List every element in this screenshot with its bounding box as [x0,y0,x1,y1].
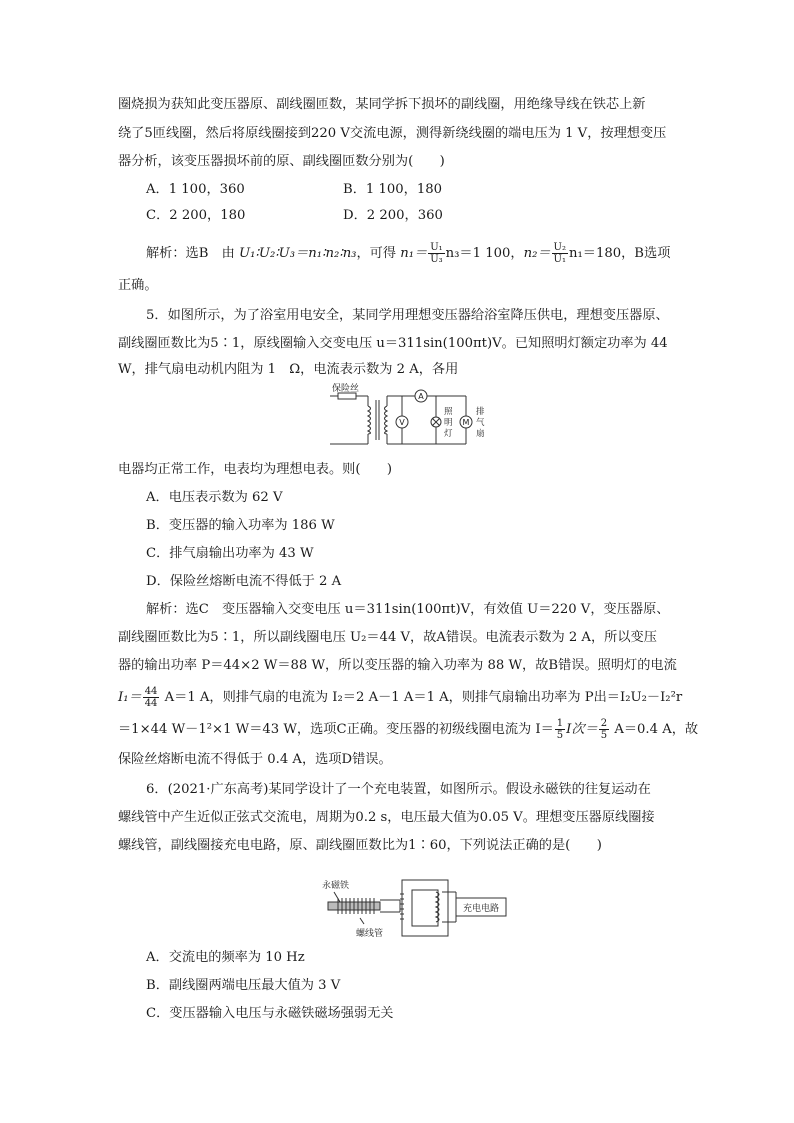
q6-option-c: C．变压器输入电压与永磁铁磁场强弱无关 [146,1006,394,1021]
q4-fraction-1 [428,242,444,265]
q4-line-2: 绕了5匝线圈，然后将原线圈接到220 V交流电源，测得新绕线圈的端电压为 1 V，按理想变压 [118,126,667,141]
q4-n3-result: n₃＝1 100， [445,246,524,261]
q5-solution-line-4 [118,686,682,709]
q5-solution-line-2: 副线圈匝数比为5∶1，所以副线圈电压 U₂＝44 V，故A错误。电流表示数为 2 A，所以变压 [118,630,657,645]
fan-label-1: 排 [476,407,485,417]
q4-option-d: D．2 200，360 [343,208,443,223]
fan-label-3: 扇 [476,429,485,439]
ammeter-label: A [418,392,424,401]
q4-n2-eq: n₂＝ [523,246,551,261]
q4-n1-eq: n₁＝ [400,246,428,261]
q5-solution-line-5-a: ＝1×44 W－1²×1 W＝43 W，选项C正确。变压器的初级线圈电流为 I＝ [118,722,554,737]
q4-line-3: 器分析，该变压器损坏前的原、副线圈匝数分别为( ) [118,154,445,169]
q5-fraction-a-num: 1 [556,718,564,729]
primary-coil-icon [368,406,371,434]
magnet-label: 永磁铁 [322,881,350,891]
q4-line-1: 圈烧损为获知此变压器原、副线圈匝数，某同学拆下损坏的副线圈，用绝缘导线在铁芯上新 [118,97,646,112]
charging-circuit-label: 充电电路 [462,904,500,914]
q5-option-d: D．保险丝熔断电流不得低于 2 A [146,574,342,589]
motor-label: M [462,418,470,427]
q5-option-a: A．电压表示数为 62 V [146,490,283,505]
lamp-label-2: 明 [444,418,453,428]
q5-option-c: C．排气扇输出功率为 43 W [146,546,314,561]
q6-charger-figure [320,872,510,944]
q4-fraction-2-den: U₁ [553,254,566,265]
q5-fraction-i1-num: 44 [144,686,158,697]
q6-line-1: 6．(2021·广东高考)某同学设计了一个充电装置，如图所示。假设永磁铁的往复运动在 [146,782,651,797]
q5-solution-line-1: 解析：选C 变压器输入交变电压 u＝311sin(100πt)V，有效值 U＝220 V，变压器原、 [146,602,670,617]
q5-i-secondary: I次＝ [566,722,598,737]
q5-circuit-figure [324,382,500,452]
q5-fraction-a [555,718,565,741]
q5-fraction-b-num: 2 [600,718,608,729]
q4-fraction-2 [552,242,568,265]
q4-solution-mid: ，可得 [356,246,401,261]
q4-option-a: A．1 100，360 [146,182,245,197]
lamp-label-3: 灯 [444,429,453,439]
q6-line-3: 螺线管，副线圈接充电电路，原、副线圈匝数比为1∶60，下列说法正确的是( ) [118,838,602,853]
q4-n1-result: n₁＝180，B选项 [568,246,671,261]
transformer-core-icon [402,880,448,936]
q4-solution-line-1 [146,242,670,265]
q4-option-c: C．2 200，180 [146,208,246,223]
q5-line-1: 5．如图所示，为了浴室用电安全，某同学用理想变压器给浴室降压供电，理想变压器原、 [146,308,669,323]
q5-fraction-b [599,718,609,741]
q4-solution-prefix: 解析：选B 由 [146,246,240,261]
fan-label-2: 气 [476,418,485,428]
q5-i1-eq: I₁＝ [118,690,142,705]
q6-line-2: 螺线管中产生近似正弦式交流电，周期为0.2 s，电压最大值为0.05 V。理想变压器原线圈接 [118,810,655,825]
fuse-label: 保险丝 [332,384,360,394]
q5-solution-line-5 [118,718,698,741]
voltmeter-label: V [399,418,405,427]
q5-line-3: W，排气扇电动机内阻为 1 Ω，电流表示数为 2 A，各用 [118,362,459,377]
q5-line-2: 副线圈匝数比为5∶1，原线圈输入交变电压 u＝311sin(100πt)V。已知照明灯额定功率为 44 [118,336,668,351]
q6-option-a: A．交流电的频率为 10 Hz [146,950,305,965]
secondary-coil-icon [385,406,388,434]
solenoid-label: 螺线管 [356,929,384,939]
q4-solution-line-2: 正确。 [118,278,158,293]
q5-solution-line-4-rest: A＝1 A，则排气扇的电流为 I₂＝2 A－1 A＝1 A，则排气扇输出功率为 P出＝I₂U₂－I₂²r [160,690,683,705]
q5-solution-line-6: 保险丝熔断电流不得低于 0.4 A，选项D错误。 [118,752,392,767]
q5-fraction-a-den: 5 [556,730,564,741]
lamp-label-1: 照 [444,407,453,417]
q4-fraction-1-num: U₁ [430,242,443,253]
q4-fraction-2-num: U₂ [553,242,566,253]
q5-fraction-i1-den: 44 [144,698,158,709]
q4-option-b: B．1 100，180 [343,182,442,197]
q5-solution-line-5-c: A＝0.4 A，故 [610,722,699,737]
q6-option-b: B．副线圈两端电压最大值为 3 V [146,978,341,993]
q5-option-b: B．变压器的输入功率为 186 W [146,518,335,533]
q5-line-4: 电器均正常工作，电表均为理想电表。则( ) [118,462,393,477]
q4-ratio: U₁∶U₂∶U₃＝n₁∶n₂∶n₃ [239,246,357,261]
q4-fraction-1-den: U₃ [430,254,443,265]
q5-fraction-b-den: 5 [600,730,608,741]
q5-fraction-i1 [143,686,160,709]
q5-solution-line-3: 器的输出功率 P＝44×2 W＝88 W，所以变压器的输入功率为 88 W，故B错误。照明灯的电流 [118,658,677,673]
